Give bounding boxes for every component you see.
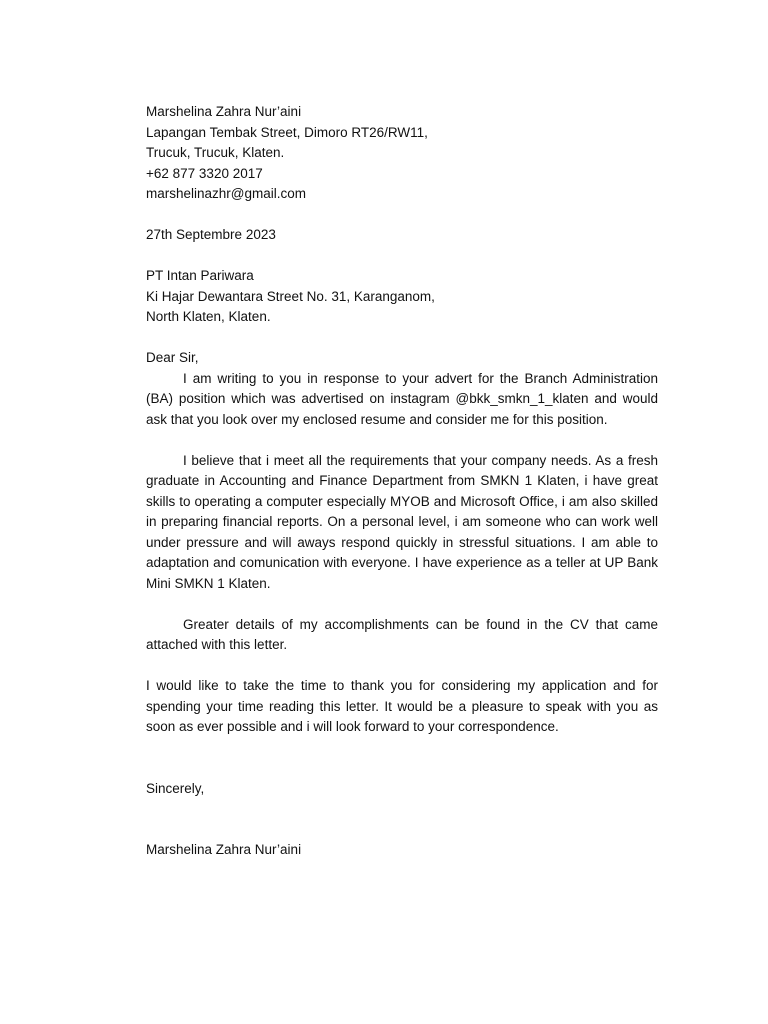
letter-page	[146, 102, 658, 861]
recipient-address-line-2: North Klaten, Klaten.	[146, 309, 271, 324]
body-paragraph-2: I believe that i meet all the requirements that your company needs. As a fresh graduate in Accounting and Finance Department from SMKN 1 Klaten, i have great skills to operating a computer especially MYOB and Microsoft Office, i am also skilled in preparing financial reports. On a personal level, i am someone who can work well under pressure and will aways respond quickly in stressful situations. I am able to adaptation and comunication with everyone. I have experience as a teller at UP Bank Mini SMKN 1 Klaten.	[146, 452, 658, 591]
body-paragraph-3: Greater details of my accomplishments can be found in the CV that came attached with this letter.	[146, 616, 658, 652]
body-paragraph-4: I would like to take the time to thank you for considering my application and for spending your time reading this letter. It would be a pleasure to speak with you as soon as ever possible and i will look forward to your correspondence.	[146, 678, 658, 734]
sender-name: Marshelina Zahra Nur’aini	[146, 104, 302, 119]
salutation: Dear Sir,	[146, 350, 199, 365]
sender-phone: +62 877 3320 2017	[146, 165, 263, 181]
letter-date: 27th Septembre 2023	[146, 227, 276, 242]
closing: Sincerely,	[146, 780, 205, 796]
sender-address-line-1: Lapangan Tembak Street, Dimoro RT26/RW11,	[146, 124, 428, 140]
recipient-block	[146, 266, 658, 328]
sender-block	[146, 102, 658, 205]
sender-email: marshelinazhr@gmail.com	[146, 186, 307, 201]
recipient-company: PT Intan Pariwara	[146, 268, 254, 283]
body-paragraph-1: I am writing to you in response to your advert for the Branch Administration (BA) position which was advertised on instagram @bkk_smkn_1_klaten and would ask that you look over my enclosed resume and consider me for this position.	[146, 370, 658, 427]
sender-address-line-2: Trucuk, Trucuk, Klaten.	[146, 145, 285, 160]
recipient-address-line-1: Ki Hajar Dewantara Street No. 31, Karanganom,	[146, 288, 435, 304]
signature-name: Marshelina Zahra Nur’aini	[146, 842, 302, 857]
